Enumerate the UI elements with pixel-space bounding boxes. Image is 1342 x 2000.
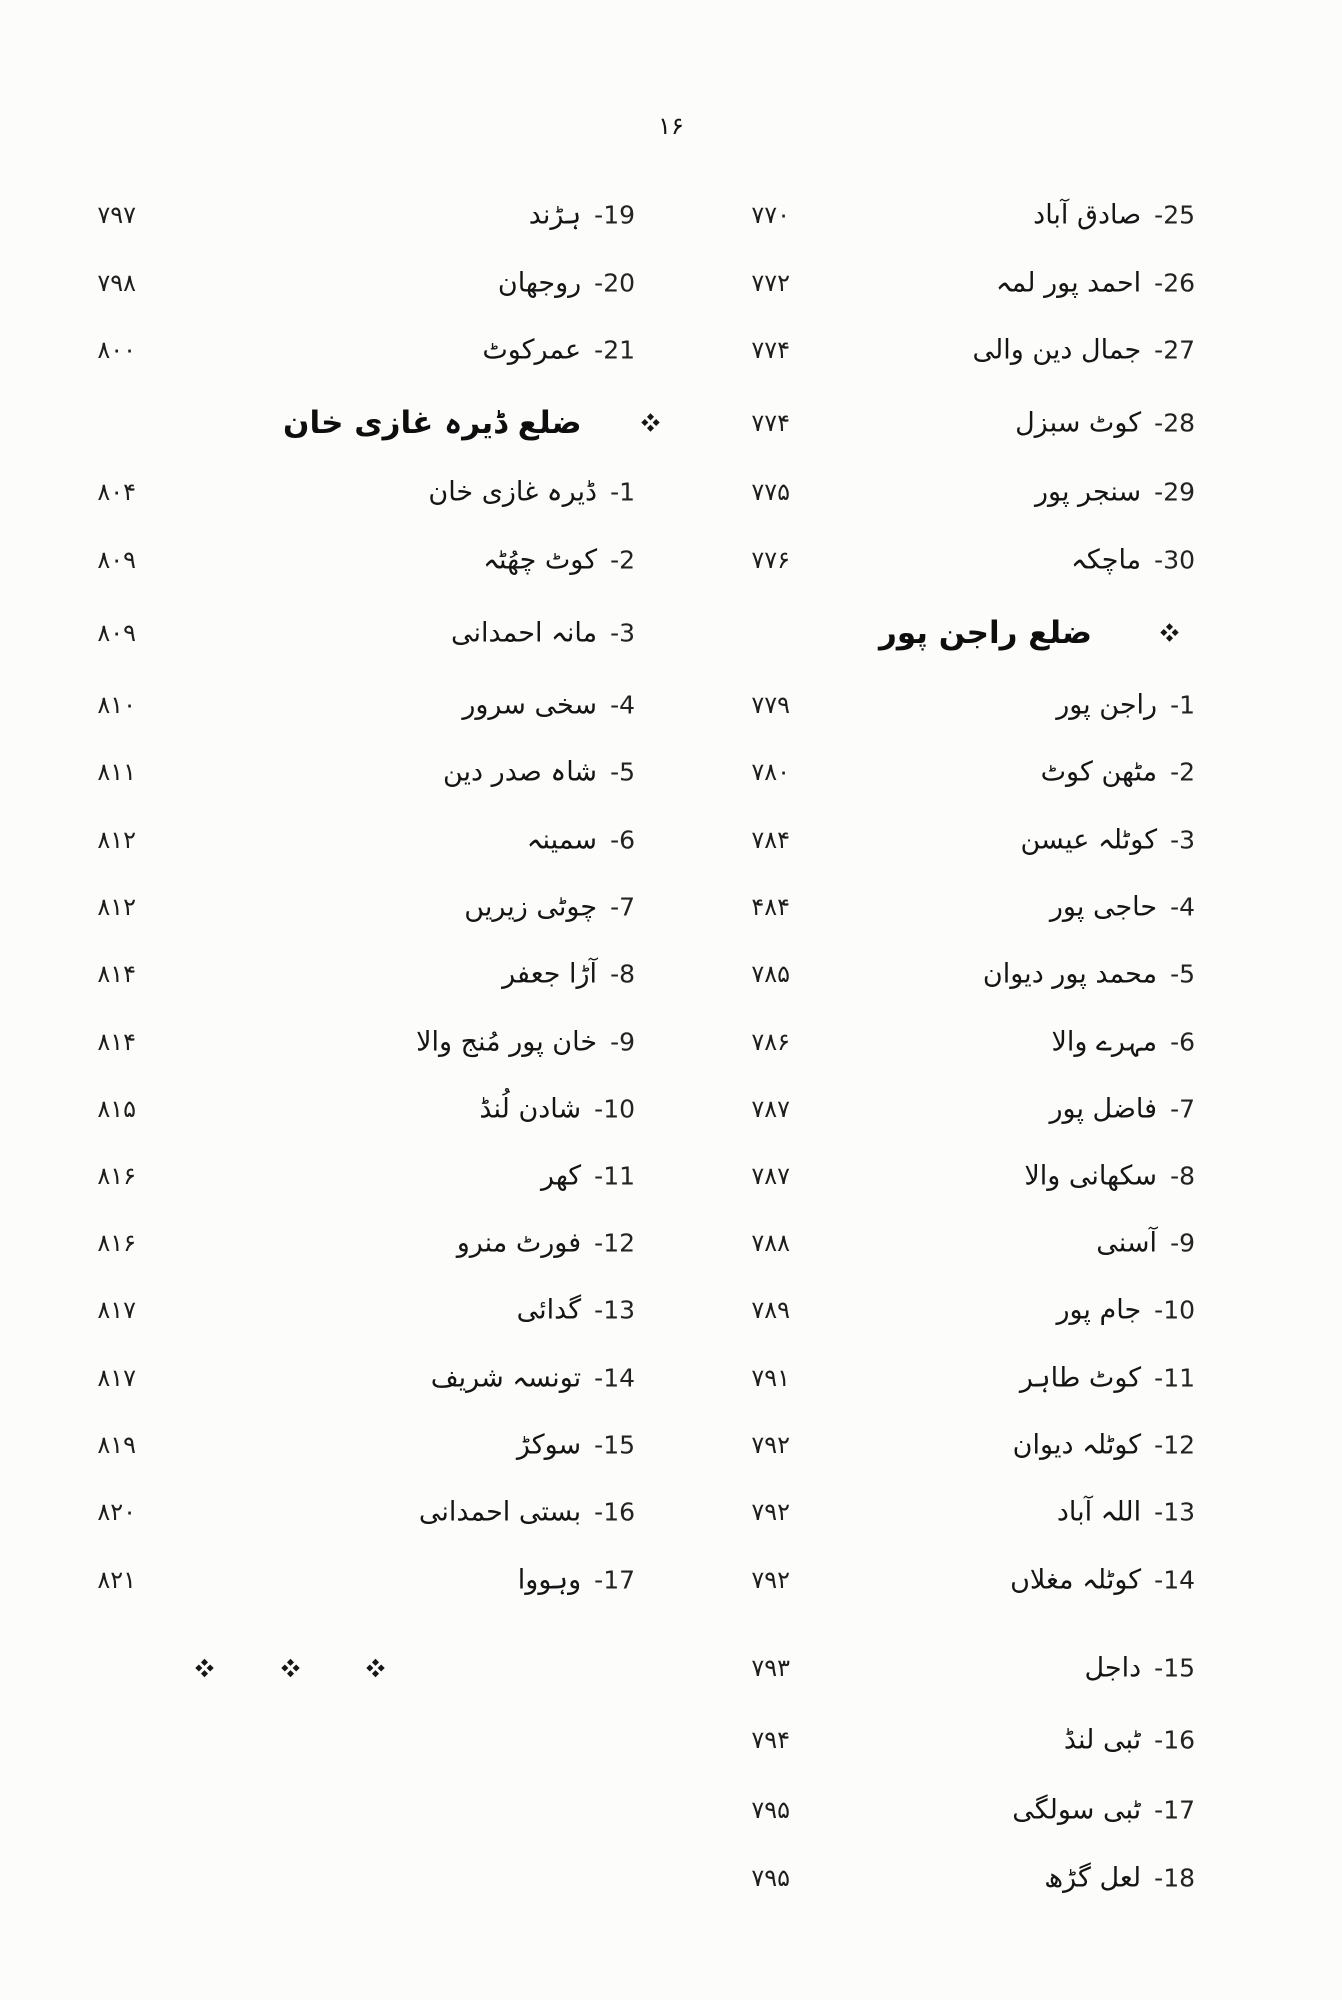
toc-entry bbox=[1024, 1161, 1195, 1192]
entry-name: مٹھن کوٹ bbox=[1040, 756, 1158, 788]
page-ref-number: ۷۹۴ bbox=[751, 1726, 790, 1754]
entry-number: 9- bbox=[610, 1027, 635, 1057]
entry-name: کوٹلہ مغلاں bbox=[1010, 1564, 1142, 1596]
page-header-number: ۱۶ bbox=[658, 112, 684, 140]
toc-entry bbox=[431, 1363, 635, 1394]
toc-entry bbox=[1010, 1565, 1195, 1596]
entry-name: صادق آباد bbox=[1033, 199, 1142, 231]
entry-name: ماچکہ bbox=[1071, 544, 1142, 576]
entry-name: فورٹ منرو bbox=[456, 1227, 582, 1259]
toc-entry bbox=[483, 545, 635, 576]
page-ref-number: ۸۱۷ bbox=[97, 1364, 136, 1392]
entry-name: احمد پور لمہ bbox=[995, 267, 1142, 299]
entry-name: فاضل پور bbox=[1049, 1093, 1158, 1125]
toc-entry bbox=[1057, 1497, 1195, 1528]
page-ref-number: ۸۰۰ bbox=[97, 336, 136, 364]
page-ref-number: ۴۸۴ bbox=[751, 893, 790, 921]
entry-name: داجل bbox=[1084, 1652, 1142, 1684]
toc-row bbox=[0, 397, 1342, 449]
page-ref-number: ۸۱۴ bbox=[97, 960, 136, 988]
page-ref-number: ۷۹۳ bbox=[751, 1654, 790, 1682]
toc-entry bbox=[1044, 1863, 1195, 1894]
page-ref-number: ۷۸۰ bbox=[751, 758, 790, 786]
page-ref-number: ۷۸۹ bbox=[751, 1296, 790, 1324]
entry-number: 14- bbox=[594, 1363, 635, 1393]
toc-row bbox=[0, 1284, 1342, 1336]
entry-number: 6- bbox=[610, 825, 635, 855]
entry-name: حاجی پور bbox=[1049, 891, 1158, 923]
entry-name: کوٹلہ دیوان bbox=[1012, 1429, 1142, 1461]
entry-name: لعل گڑھ bbox=[1044, 1862, 1142, 1894]
entry-number: 9- bbox=[1170, 1228, 1195, 1258]
toc-row bbox=[0, 607, 1342, 659]
entry-name: ٹبی لنڈ bbox=[1063, 1724, 1142, 1756]
toc-row bbox=[0, 1083, 1342, 1135]
entry-name: وہووا bbox=[517, 1564, 582, 1596]
entry-number: 10- bbox=[594, 1094, 635, 1124]
entry-name: راجن پور bbox=[1056, 689, 1158, 721]
entry-number: 1- bbox=[1170, 690, 1195, 720]
toc-entry bbox=[443, 757, 635, 788]
toc-entry bbox=[1064, 1725, 1195, 1756]
entry-number: 18- bbox=[1154, 1863, 1195, 1893]
entry-name: سکھانی والا bbox=[1024, 1160, 1158, 1192]
diamond-icon bbox=[1160, 623, 1178, 641]
toc-entry bbox=[983, 959, 1195, 990]
entry-name: سنجر پور bbox=[1034, 476, 1142, 508]
toc-row bbox=[0, 324, 1342, 376]
page-ref-number: ۷۸۸ bbox=[751, 1229, 790, 1257]
entry-name: جام پور bbox=[1056, 1294, 1142, 1326]
toc-entry bbox=[1084, 1653, 1195, 1684]
page-ref-number: ۸۱۱ bbox=[97, 758, 136, 786]
entry-name: مہرے والا bbox=[1051, 1026, 1158, 1058]
entry-name: سمینہ bbox=[526, 824, 598, 856]
toc-row bbox=[0, 1352, 1342, 1404]
page-ref-number: ۸۱۶ bbox=[97, 1229, 136, 1257]
entry-name: مانہ احمدانی bbox=[450, 617, 598, 649]
page-ref-number: ۸۲۰ bbox=[97, 1498, 136, 1526]
entry-name: سخی سرور bbox=[462, 689, 598, 721]
entry-name: خان پور مُنج والا bbox=[416, 1026, 598, 1058]
toc-entry bbox=[1096, 1228, 1195, 1259]
toc-row bbox=[0, 189, 1342, 241]
entry-number: 28- bbox=[1154, 408, 1195, 438]
page-ref-number: ۷۹۵ bbox=[751, 1796, 790, 1824]
toc-entry bbox=[451, 618, 635, 649]
page-ref-number: ۷۷۲ bbox=[751, 269, 790, 297]
toc-entry bbox=[1020, 1363, 1195, 1394]
entry-number: 12- bbox=[1154, 1430, 1195, 1460]
page-ref-number: ۸۱۶ bbox=[97, 1162, 136, 1190]
toc-row bbox=[0, 1016, 1342, 1068]
toc-entry bbox=[1033, 200, 1195, 231]
diamond-icon bbox=[366, 1659, 384, 1677]
entry-number: 15- bbox=[594, 1430, 635, 1460]
entry-number: 25- bbox=[1154, 200, 1195, 230]
toc-row bbox=[0, 534, 1342, 586]
toc-entry bbox=[517, 1430, 635, 1461]
entry-number: 29- bbox=[1154, 477, 1195, 507]
page-ref-number: ۷۹۵ bbox=[751, 1864, 790, 1892]
page-ref-number: ۸۰۹ bbox=[97, 619, 136, 647]
entry-name: اللہ آباد bbox=[1056, 1496, 1142, 1528]
entry-name: شادن لُنڈ bbox=[479, 1093, 582, 1125]
entry-name: عمرکوٹ bbox=[482, 334, 582, 366]
entry-number: 19- bbox=[594, 200, 635, 230]
entry-number: 30- bbox=[1154, 545, 1195, 575]
entry-name: بستی احمدانی bbox=[418, 1496, 582, 1528]
entry-number: 2- bbox=[1170, 757, 1195, 787]
entry-name: کوٹ سبزل bbox=[1015, 407, 1142, 439]
toc-entry bbox=[464, 892, 635, 923]
toc-row bbox=[0, 1784, 1342, 1836]
entry-name: چوٹی زیریں bbox=[464, 891, 598, 923]
toc-entry bbox=[462, 690, 635, 721]
page-ref-number: ۷۹۷ bbox=[97, 201, 136, 229]
toc-entry bbox=[996, 268, 1195, 299]
entry-number: 26- bbox=[1154, 268, 1195, 298]
toc-entry bbox=[541, 1161, 635, 1192]
page-ref-number: ۷۷۴ bbox=[751, 409, 790, 437]
toc-entry bbox=[1013, 1430, 1195, 1461]
page-ref-number: ۷۷۰ bbox=[751, 201, 790, 229]
toc-entry bbox=[1052, 1027, 1195, 1058]
toc-row bbox=[0, 1419, 1342, 1471]
entry-name: کوٹ طاہر bbox=[1019, 1362, 1142, 1394]
toc-entry bbox=[1035, 477, 1195, 508]
page-ref-number: ۷۷۶ bbox=[751, 546, 790, 574]
entry-name: شاہ صدر دین bbox=[442, 756, 598, 788]
entry-name: گدائی bbox=[516, 1294, 582, 1326]
entry-number: 11- bbox=[1154, 1363, 1195, 1393]
diamond-icon bbox=[281, 1659, 299, 1677]
entry-number: 13- bbox=[1154, 1497, 1195, 1527]
page-ref-number: ۸۰۹ bbox=[97, 546, 136, 574]
page-ref-number: ۷۹۸ bbox=[97, 269, 136, 297]
page-ref-number: ۷۹۲ bbox=[751, 1498, 790, 1526]
toc-entry bbox=[1050, 892, 1195, 923]
toc-entry bbox=[1049, 1094, 1195, 1125]
entry-number: 14- bbox=[1154, 1565, 1195, 1595]
page-ref-number: ۷۷۵ bbox=[751, 478, 790, 506]
entry-number: 7- bbox=[610, 892, 635, 922]
toc-row bbox=[0, 679, 1342, 731]
toc-row bbox=[0, 881, 1342, 933]
toc-entry bbox=[1056, 690, 1195, 721]
toc-row bbox=[0, 948, 1342, 1000]
entry-name: کوٹ چھُٹہ bbox=[483, 544, 598, 576]
page-ref-number: ۸۱۰ bbox=[97, 691, 136, 719]
entry-number: 10- bbox=[1154, 1295, 1195, 1325]
diamond-icon bbox=[195, 1659, 213, 1677]
toc-entry bbox=[479, 1094, 635, 1125]
page-ref-number: ۸۱۲ bbox=[97, 826, 136, 854]
toc-row bbox=[0, 466, 1342, 518]
section-header: ضلع ڈیرہ غازی خان bbox=[283, 405, 582, 441]
page-ref-number: ۷۹۲ bbox=[751, 1431, 790, 1459]
page-ref-number: ۸۰۴ bbox=[97, 478, 136, 506]
entry-name: روجھان bbox=[497, 267, 582, 299]
toc-entry bbox=[457, 1228, 635, 1259]
toc-row bbox=[0, 1217, 1342, 1269]
page-ref-number: ۷۸۴ bbox=[751, 826, 790, 854]
entry-number: 3- bbox=[610, 618, 635, 648]
toc-row bbox=[0, 1150, 1342, 1202]
toc-row bbox=[0, 1852, 1342, 1904]
entry-name: آڑا جعفر bbox=[502, 958, 598, 990]
toc-row bbox=[0, 1554, 1342, 1606]
entry-number: 2- bbox=[610, 545, 635, 575]
entry-number: 17- bbox=[1154, 1795, 1195, 1825]
entry-name: تونسہ شریف bbox=[430, 1362, 582, 1394]
toc-entry bbox=[1021, 825, 1196, 856]
entry-number: 12- bbox=[594, 1228, 635, 1258]
entry-name: آسنی bbox=[1096, 1227, 1158, 1259]
toc-entry bbox=[1015, 408, 1195, 439]
entry-number: 3- bbox=[1170, 825, 1195, 855]
page-ref-number: ۸۲۱ bbox=[97, 1566, 136, 1594]
toc-entry bbox=[1012, 1795, 1195, 1826]
toc-entry bbox=[517, 1295, 635, 1326]
toc-entry bbox=[502, 959, 635, 990]
entry-number: 20- bbox=[594, 268, 635, 298]
page-ref-number: ۸۱۲ bbox=[97, 893, 136, 921]
entry-name: سوکڑ bbox=[516, 1429, 582, 1461]
page-ref-number: ۷۸۵ bbox=[751, 960, 790, 988]
entry-name: محمد پور دیوان bbox=[982, 958, 1158, 990]
toc-row bbox=[0, 257, 1342, 309]
section-header: ضلع راجن پور bbox=[878, 615, 1092, 651]
entry-number: 21- bbox=[594, 335, 635, 365]
entry-name: کوٹلہ عیسن bbox=[1020, 824, 1158, 856]
page-ref-number: ۷۸۷ bbox=[751, 1095, 790, 1123]
toc-entry bbox=[972, 335, 1195, 366]
toc-entry bbox=[529, 200, 635, 231]
entry-number: 4- bbox=[610, 690, 635, 720]
entry-number: 13- bbox=[594, 1295, 635, 1325]
page-ref-number: ۷۷۹ bbox=[751, 691, 790, 719]
toc-entry bbox=[1041, 757, 1195, 788]
toc-row bbox=[0, 1714, 1342, 1766]
toc-entry bbox=[1071, 545, 1195, 576]
entry-number: 16- bbox=[594, 1497, 635, 1527]
toc-entry bbox=[419, 1497, 635, 1528]
entry-number: 5- bbox=[1170, 959, 1195, 989]
entry-number: 15- bbox=[1154, 1653, 1195, 1683]
entry-number: 17- bbox=[594, 1565, 635, 1595]
entry-number: 11- bbox=[594, 1161, 635, 1191]
entry-number: 1- bbox=[610, 477, 635, 507]
toc-entry bbox=[1056, 1295, 1195, 1326]
toc-entry bbox=[482, 335, 635, 366]
toc-row bbox=[0, 1486, 1342, 1538]
page-ref-number: ۸۱۷ bbox=[97, 1296, 136, 1324]
toc-entry bbox=[428, 477, 635, 508]
entry-number: 8- bbox=[610, 959, 635, 989]
page-ref-number: ۷۸۶ bbox=[751, 1028, 790, 1056]
page-ref-number: ۸۱۴ bbox=[97, 1028, 136, 1056]
entry-name: جمال دین والی bbox=[972, 334, 1142, 366]
entry-name: ہڑند bbox=[528, 199, 582, 231]
entry-number: 5- bbox=[610, 757, 635, 787]
toc-entry bbox=[498, 268, 635, 299]
toc-entry bbox=[527, 825, 635, 856]
toc-row bbox=[0, 814, 1342, 866]
entry-number: 4- bbox=[1170, 892, 1195, 922]
page-ref-number: ۷۷۴ bbox=[751, 336, 790, 364]
page-ref-number: ۷۸۷ bbox=[751, 1162, 790, 1190]
entry-number: 7- bbox=[1170, 1094, 1195, 1124]
page-ref-number: ۸۱۵ bbox=[97, 1095, 136, 1123]
toc-row bbox=[0, 746, 1342, 798]
entry-name: ڈیرہ غازی خان bbox=[428, 476, 598, 508]
entry-number: 16- bbox=[1154, 1725, 1195, 1755]
entry-number: 8- bbox=[1170, 1161, 1195, 1191]
page-ref-number: ۷۹۲ bbox=[751, 1566, 790, 1594]
entry-number: 27- bbox=[1154, 335, 1195, 365]
entry-name: ٹبی سولگی bbox=[1012, 1794, 1142, 1826]
entry-name: کھر bbox=[540, 1160, 582, 1192]
page-ref-number: ۸۱۹ bbox=[97, 1431, 136, 1459]
page-ref-number: ۷۹۱ bbox=[751, 1364, 790, 1392]
toc-entry bbox=[518, 1565, 635, 1596]
toc-row bbox=[0, 1642, 1342, 1694]
entry-number: 6- bbox=[1170, 1027, 1195, 1057]
toc-entry bbox=[416, 1027, 635, 1058]
section-end-ornament bbox=[198, 1662, 382, 1675]
